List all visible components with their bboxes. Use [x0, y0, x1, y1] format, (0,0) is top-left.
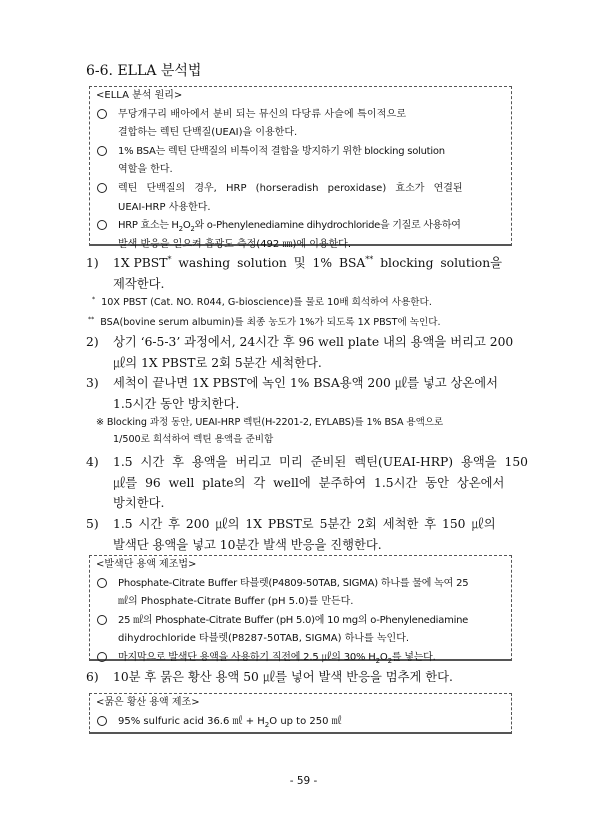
principle-box-title: <ELLA 분석 원리> [96, 90, 183, 101]
acid-item: 95% sulfuric acid 36.6 ㎖ + $H_2O$ up to 250 ㎖ [90, 713, 511, 732]
chromogen-item: 25 ㎖의 Phosphate-Citrate Buffer (pH 5.0)에 10 mg의 o-Phenylenediamine dihydrochloride 타블렛(P8287-50TAB, SIGMA) 하나를 녹인다. [90, 612, 511, 649]
circle-bullet-icon [97, 716, 107, 726]
circle-bullet-icon [97, 615, 107, 625]
chromogen-box-title: <발색단 용액 제조법> [96, 559, 197, 570]
chromogen-item: Phosphate-Citrate Buffer 타블렛(P4809-50TAB, SIGMA) 하나를 물에 녹여 25 ㎖의 Phosphate-Citrate Buffer (pH 5.0)를 만든다. [90, 575, 511, 612]
acid-box [89, 693, 512, 734]
principle-item: 렉틴 단백질의 경우, HRP (horseradish peroxidase) 효소가 연결된 UEAI-HRP 사용한다. [90, 180, 511, 217]
circle-bullet-icon [97, 183, 107, 193]
step-5: 5) 1.5 시간 후 200 ㎕의 1X PBST로 5분간 2회 세척한 후 150 ㎕의 발색단 용액을 넣고 10분간 발색 반응을 진행한다. [86, 517, 496, 552]
principle-item: 무당개구리 배아에서 분비 되는 뮤신의 다당류 사슬에 특이적으로 결합하는 렉틴 단백질(UEAI)을 이용한다. [90, 106, 511, 143]
note-1: * 10X PBST (Cat. NO. R044, G-bioscience)를 물로 10배 희석하여 사용한다. [92, 295, 432, 308]
chromogen-box [89, 555, 512, 665]
step-3: 3) 세척이 끝나면 1X PBST에 녹인 1% BSA용액 200 ㎕를 넣고 상온에서 1.5시간 동안 방치한다. [86, 376, 499, 411]
circle-bullet-icon [97, 109, 107, 119]
step-4: 4) 1.5 시간 후 용액을 버리고 미리 준비된 렉틴(UEAI-HRP) 용액을 150 ㎕를 96 well plate의 각 well에 분주하여 1.5시간 동안 상온에서 방치한다. [86, 455, 528, 510]
page-number: - 59 - [289, 775, 318, 787]
note-3: ※ Blocking 과정 동안, UEAI-HRP 렉틴(H-2201-2, EYLABS)를 1% BSA 용액으로 1/500로 희석하여 렉틴 용액을 준비함 [96, 417, 444, 445]
note-2: ** BSA(bovine serum albumin)를 최종 농도가 1%가 되도록 1X PBST에 녹인다. [88, 315, 441, 328]
step-6: 6) 10분 후 묽은 황산 용액 50 ㎕를 넣어 발색 반응을 멈추게 한다. [86, 670, 453, 684]
circle-bullet-icon [97, 220, 107, 230]
section-title: 6-6. ELLA 분석법 [86, 63, 202, 79]
step-1: 1) 1X PBST* washing solution 및 1% BSA** blocking solution을 제작한다. [86, 254, 503, 291]
principle-item: 1% BSA는 렉틴 단백질의 비특이적 결합을 방지하기 위한 blocking solution 역할을 한다. [90, 143, 511, 180]
principle-box [89, 86, 512, 250]
chromogen-item: 마지막으로 발색단 용액을 사용하기 직전에 2.5 ㎕의 30% $H_2O_2$를 넣는다. [90, 649, 511, 668]
principle-item: HRP 효소는 $H_2O_2$와 o-Phenylenediamine dihydrochloride을 기질로 사용하여 발색 반응을 일으켜 흡광도 측정(492 ㎚)에 이용한다. [90, 217, 511, 254]
step-2: 2) 상기 ‘6-5-3’ 과정에서, 24시간 후 96 well plate 내의 용액을 버리고 200 ㎕의 1X PBST로 2회 5분간 세척한다. [86, 335, 514, 370]
circle-bullet-icon [97, 652, 107, 662]
circle-bullet-icon [97, 578, 107, 588]
circle-bullet-icon [97, 146, 107, 156]
acid-box-title: <묽은 황산 용액 제조> [96, 697, 200, 708]
